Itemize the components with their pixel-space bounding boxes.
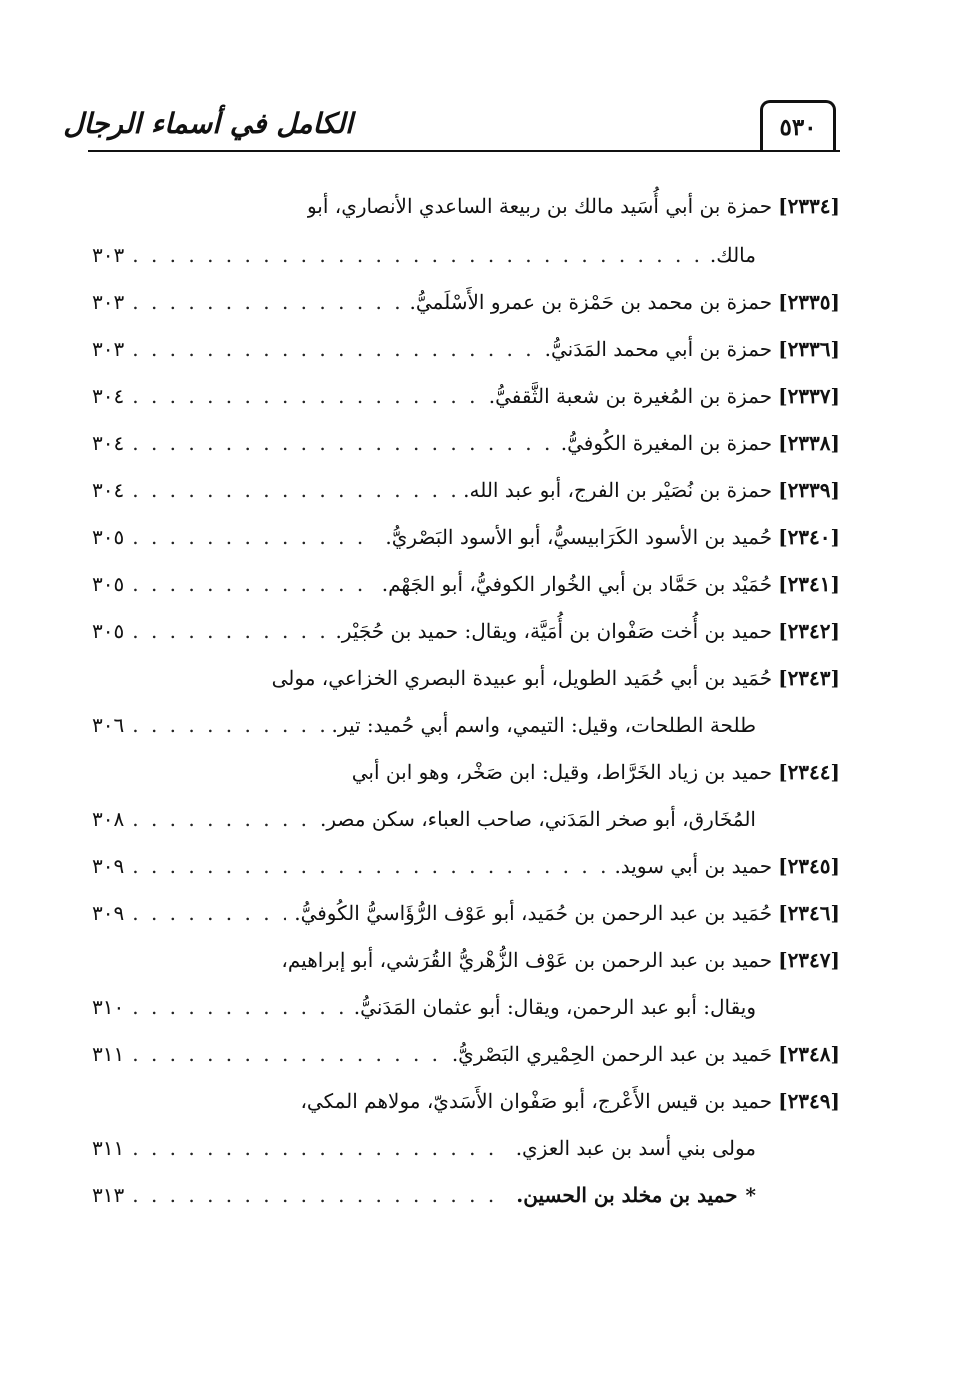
- index-entry: [92, 843, 840, 889]
- entry-page: ٣٠٤: [92, 384, 125, 408]
- entry-page: ٣٠٥: [92, 525, 125, 549]
- index-entry: [300, 1078, 840, 1124]
- leader-dots: [132, 901, 286, 925]
- entry-text: حميد بن عبد الرحمن بن عَوْف الزُّهْريُّ القُرَشي، أبو إبراهيم،: [281, 948, 773, 972]
- index-entry: [352, 749, 840, 795]
- entry-page: ٣١٠: [92, 995, 125, 1019]
- entry-number: [٢٣٤٩]: [778, 1089, 840, 1113]
- index-entry: [92, 1031, 840, 1077]
- leader-dots: [132, 854, 606, 878]
- entry-page: ٣٠٣: [92, 290, 125, 314]
- entry-number: [٢٣٣٨]: [778, 431, 840, 455]
- index-entry-continuation: [92, 232, 756, 278]
- entry-number: [٢٣٤١]: [778, 572, 840, 596]
- entry-number: [٢٣٤٤]: [778, 760, 840, 784]
- entry-text: حمزة بن المُغيرة بن شعبة الثَّقفيُّ.: [488, 384, 773, 408]
- entry-page: ٣٠٩: [92, 901, 125, 925]
- entry-text: طلحة الطلحات، وقيل: التيمي، واسم أبي حُميد: تير.: [331, 713, 756, 737]
- header-divider: [88, 150, 840, 152]
- leader-dots: [132, 384, 481, 408]
- entry-number: [٢٣٤٦]: [778, 901, 840, 925]
- index-entry: [307, 183, 840, 229]
- index-entry: [92, 561, 840, 607]
- entry-text: حميد بن أبي سويد.: [614, 854, 773, 878]
- index-entry: [92, 326, 840, 372]
- entry-text: حمزة بن المغيرة الكُوفيُّ.: [560, 431, 773, 455]
- entry-number: [٢٣٣٩]: [778, 478, 840, 502]
- leader-dots: [132, 1183, 508, 1207]
- entry-text: حميد بن أُخت صَفْوان بن أُمَيَّة، ويقال: حميد بن حُجَيْر.: [335, 619, 773, 643]
- entry-page: ٣٠٩: [92, 854, 125, 878]
- entry-page: ٣٠٣: [92, 337, 125, 361]
- entry-text: حُميد بن الأسود الكَرَابيسيُّ، أبو الأسود البَصْريُّ.: [385, 525, 773, 549]
- leader-dots: [132, 290, 401, 314]
- leader-dots: [132, 337, 536, 361]
- entry-text: حُمَيد بن عبد الرحمن بن حُمَيد، أبو عَوْف الرُّؤَاسيُّ الكُوفيُّ.: [294, 901, 773, 925]
- entry-text: حمزة بن أبي محمد المَدَنيُّ.: [544, 337, 773, 361]
- entry-text: حُمَيد بن أبي حُمَيد الطويل، أبو عبيدة البصري الخزاعي، مولى: [271, 666, 773, 690]
- entry-page: ٣٠٤: [92, 478, 125, 502]
- running-title: الكامل في أسماء الرجال: [63, 106, 353, 140]
- entry-page: ٣١٣: [92, 1183, 125, 1207]
- entry-text: حمزة بن أبي أُسَيد مالك بن ربيعة الساعدي الأنصاري، أبو: [306, 194, 773, 218]
- leader-dots: [132, 431, 553, 455]
- index-entry: [92, 279, 840, 325]
- entry-text: ويقال: أبو عبد الرحمن، ويقال: أبو عثمان المَدَنيُّ.: [353, 995, 756, 1019]
- index-entry-continuation: [92, 702, 756, 748]
- entry-text: حميد بن مخلد بن الحسين.: [516, 1183, 738, 1207]
- leader-dots: [132, 713, 323, 737]
- entry-page: ٣٠٨: [92, 807, 125, 831]
- entry-page: ٣٠٦: [92, 713, 125, 737]
- index-entry-starred: [92, 1172, 756, 1218]
- entry-page: ٣٠٤: [92, 431, 125, 455]
- entry-page: ٣١١: [92, 1042, 125, 1066]
- entry-number: [٢٣٤٥]: [778, 854, 840, 878]
- index-entry-continuation: [92, 796, 756, 842]
- star-marker: *: [745, 1183, 756, 1207]
- entry-number: [٢٣٣٥]: [778, 290, 840, 314]
- entry-number: [٢٣٣٤]: [778, 194, 840, 218]
- index-entry-continuation: [92, 1125, 756, 1171]
- leader-dots: [132, 572, 374, 596]
- leader-dots: [132, 807, 312, 831]
- entry-text: حُمَيْد بن حَمَّاد بن أبي الخُوار الكوفيُّ، أبو الجَهْم.: [381, 572, 773, 596]
- entry-text: المُخَارق، أبو صخر المَدَني، صاحب العباء، سكن مصر.: [320, 807, 756, 831]
- entry-page: ٣٠٥: [92, 572, 125, 596]
- entry-text: حميد بن زياد الخَرَّاط، وقيل: ابن صَخْر، وهو ابن أبي: [351, 760, 773, 784]
- index-entry: [92, 608, 840, 654]
- leader-dots: [132, 243, 702, 267]
- leader-dots: [132, 619, 327, 643]
- index-entry: [281, 937, 840, 983]
- index-entry-continuation: [92, 984, 756, 1030]
- leader-dots: [132, 1042, 444, 1066]
- entry-text: حَميد بن عبد الرحمن الحِمْيري البَصْريُّ.: [451, 1042, 773, 1066]
- entry-text: مالك.: [709, 243, 756, 267]
- entry-text: حميد بن قيس الأَعْرج، أبو صَفْوان الأَسَديّ، مولاهم المكي،: [300, 1089, 773, 1113]
- entry-number: [٢٣٤٧]: [778, 948, 840, 972]
- index-entry: [92, 514, 840, 560]
- page-number: [760, 100, 836, 152]
- entry-number: [٢٣٤٣]: [778, 666, 840, 690]
- index-entry: [272, 655, 840, 701]
- leader-dots: [132, 1136, 507, 1160]
- entry-text: حمزة بن محمد بن حَمْزة بن عمرو الأَسْلَميُّ.: [409, 290, 773, 314]
- entry-page: ٣٠٣: [92, 243, 125, 267]
- index-entry: [92, 373, 840, 419]
- entry-page: ٣٠٥: [92, 619, 125, 643]
- page-number-text: ٥٣٠: [779, 114, 817, 141]
- entry-number: [٢٣٤٠]: [778, 525, 840, 549]
- entry-text: مولى بني أسد بن عبد العزي.: [515, 1136, 756, 1160]
- leader-dots: [132, 995, 346, 1019]
- entry-page: ٣١١: [92, 1136, 125, 1160]
- entry-number: [٢٣٤٨]: [778, 1042, 840, 1066]
- leader-dots: [132, 478, 455, 502]
- index-entry: [92, 890, 840, 936]
- entry-text: حمزة بن نُصَيْر بن الفرج، أبو عبد الله.: [463, 478, 773, 502]
- index-entry: [92, 420, 840, 466]
- entry-number: [٢٣٤٢]: [778, 619, 840, 643]
- leader-dots: [132, 525, 377, 549]
- entry-number: [٢٣٣٧]: [778, 384, 840, 408]
- index-entry: [92, 467, 840, 513]
- entry-number: [٢٣٣٦]: [778, 337, 840, 361]
